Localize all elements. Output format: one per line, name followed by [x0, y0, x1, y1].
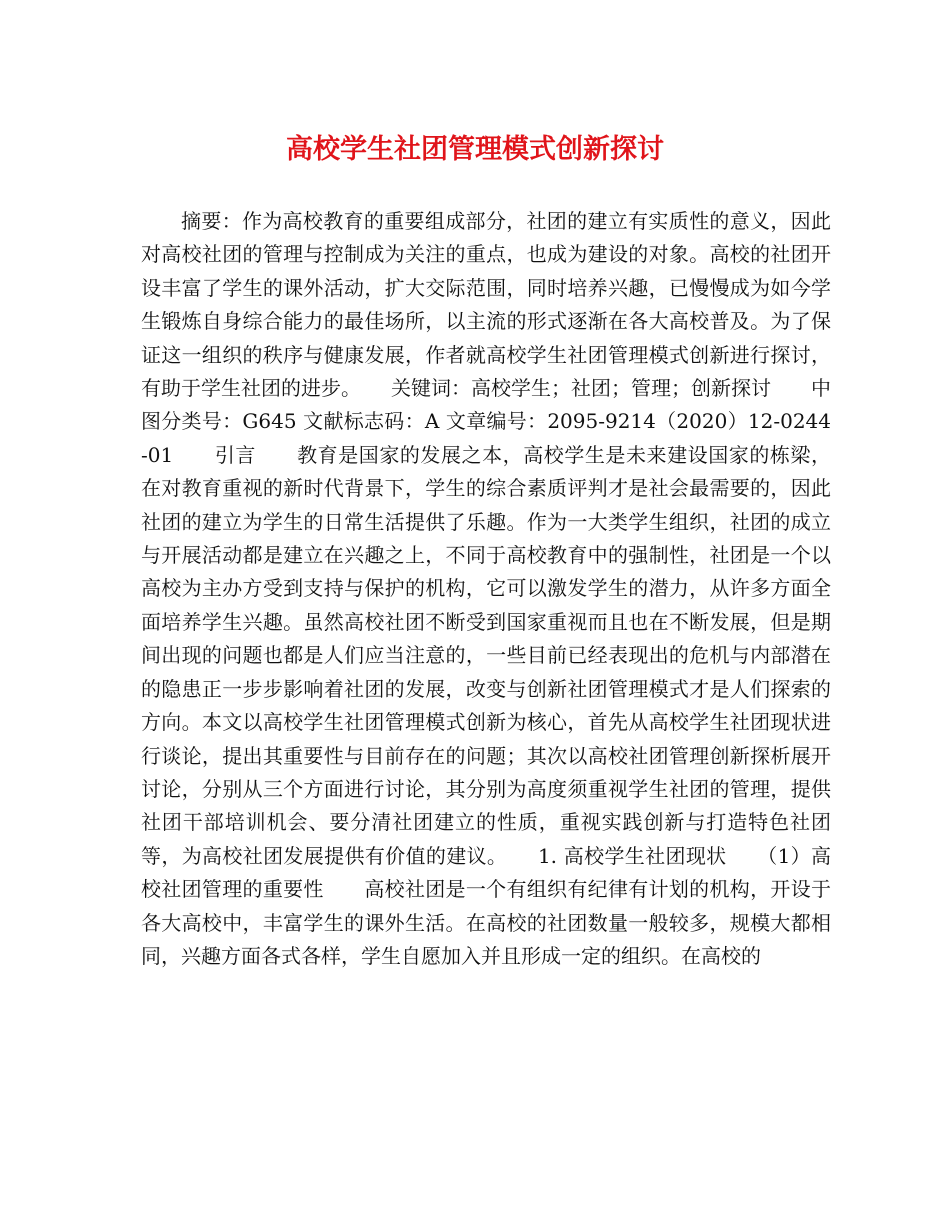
- document-title: 高校学生社团管理模式创新探讨: [286, 134, 664, 165]
- document-body: 摘要：作为高校教育的重要组成部分，社团的建立有实质性的意义，因此对高校社团的管理与控制成为关注的重点，也成为建设的对象。高校的社团开设丰富了学生的课外活动，扩大交际范围，同时培养兴趣，已慢慢成为如今学生锻炼自身综合能力的最佳场所，以主流的形式逐渐在各大高校普及。为了保证这一组织的秩序与健康发展，作者就高校学生社团管理模式创新进行探讨，有助于学生社团的进步。 关键词：高校学生；社团；管理；创新探讨 中图分类号：G645 文献标志码：A 文章编号：2095-9214（2020）12-0244-01 引言 教育是国家的发展之本，高校学生是未来建设国家的栋梁，在对教育重视的新时代背景下，学生的综合素质评判才是社会最需要的，因此社团的建立为学生的日常生活提供了乐趣。作为一大类学生组织，社团的成立与开展活动都是建立在兴趣之上，不同于高校教育中的强制性，社团是一个以高校为主办方受到支持与保护的机构，它可以激发学生的潜力，从许多方面全面培养学生兴趣。虽然高校社团不断受到国家重视而且也在不断发展，但是期间出现的问题也都是人们应当注意的，一些目前已经表现出的危机与内部潜在的隐患正一步步影响着社团的发展，改变与创新社团管理模式才是人们探索的方向。本文以高校学生社团管理模式创新为核心，首先从高校学生社团现状进行谈论，提出其重要性与目前存在的问题；其次以高校社团管理创新探析展开讨论，分别从三个方面进行讨论，其分别为高度须重视学生社团的管理，提供社团干部培训机会、要分清社团建立的性质，重视实践创新与打造特色社团等，为高校社团发展提供有价值的建议。 1. 高校学生社团现状 （1）高校社团管理的重要性 高校社团是一个有组织有纪律有计划的机构，开设于各大高校中，丰富学生的课外生活。在高校的社团数量一般较多，规模大都相同，兴趣方面各式各样，学生自愿加入并且形成一定的组织。在高校的: [141, 209, 831, 968]
